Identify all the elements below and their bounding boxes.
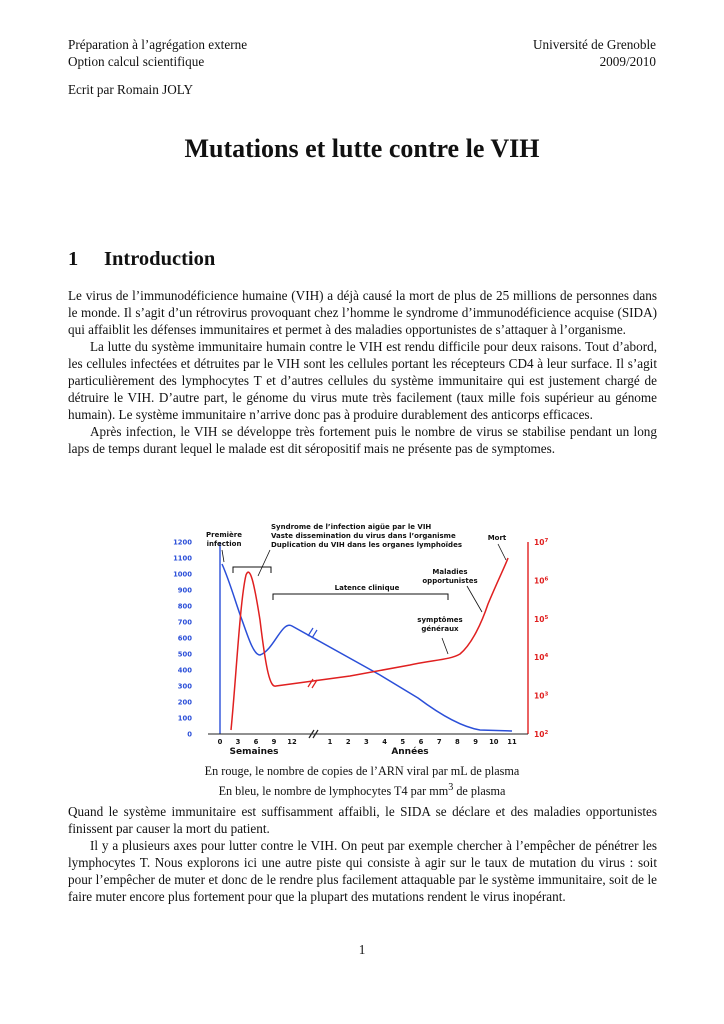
left-axis-tick-label: 800: [177, 602, 192, 611]
intro-text: [68, 287, 657, 457]
figure-caption: [0, 763, 724, 799]
right-axis-tick-label: $10^4$: [534, 653, 549, 663]
caption-exponent: 3: [448, 781, 454, 793]
annotation-primo-line1: Première: [206, 531, 242, 539]
section-heading: [68, 248, 215, 271]
x-weeks-tick-label: 12: [287, 738, 297, 746]
x-weeks-tick-label: 6: [253, 738, 259, 746]
left-axis-ticks: [173, 539, 192, 739]
x-years-tick-label: 10: [489, 738, 499, 746]
header-course: Préparation à l’agrégation externe: [68, 37, 248, 52]
annotation-syndrome-line2: Vaste dissemination du virus dans l’organisme: [271, 532, 456, 540]
annotation-symptoms-line1: symptômes: [417, 616, 463, 624]
caption-text-end: de plasma: [453, 783, 506, 798]
left-axis-tick-label: 300: [177, 682, 192, 691]
left-axis-tick-label: 500: [177, 650, 192, 659]
left-axis-tick-label: 100: [177, 714, 192, 723]
caption-line-blue: [0, 780, 724, 800]
annotation-diseases-line2: opportunistes: [422, 577, 478, 585]
section-number: 1: [68, 248, 79, 270]
paragraph: Après infection, le VIH se développe très fortement puis le nombre de virus se stabilise pendant un long laps de temps durant lequel le malade est dit séropositif mais ne présente pas de symptomes.: [68, 424, 657, 456]
right-axis-ticks: [534, 538, 548, 739]
paragraph: Quand le système immunitaire est suffisamment affaibli, le SIDA se déclare et des maladies opportunistes finissent par causer la mort du patient.: [68, 804, 657, 836]
x-axis-label-weeks: Semaines: [229, 747, 279, 757]
annotation-diseases-line1: Maladies: [432, 568, 468, 576]
x-weeks-tick-label: 3: [235, 738, 241, 746]
header-university: Université de Grenoble: [532, 37, 656, 52]
x-years-tick-label: 6: [418, 738, 424, 746]
paragraph: Il y a plusieurs axes pour lutter contre le VIH. On peut par exemple chercher à l’empêcher de pénétrer les lymphocytes T. Nous explorons ici une autre piste qui consiste à agir sur le taux de mutation du virus : soit pour l’empêcher de muter et donc de le rendre plus facilement attaquable par le système immunitaire, soit de le faire muter encore plus fortement pour que la plupart des mutations rendent le virus inopérant.: [68, 838, 657, 904]
x-axis-ticks: [218, 738, 517, 746]
caption-text: En bleu, le nombre de lymphocytes T4 par mm: [218, 783, 449, 798]
left-axis-tick-label: 1200: [173, 538, 192, 547]
annotation-latency: Latence clinique: [334, 584, 400, 592]
annotation-syndrome-line3: Duplication du VIH dans les organes lymphoïdes: [271, 541, 462, 549]
author-line: Ecrit par Romain JOLY: [68, 82, 194, 97]
bracket-primo-infection: [233, 567, 271, 573]
left-axis-tick-label: 900: [177, 586, 192, 595]
x-years-tick-label: 11: [507, 738, 517, 746]
x-years-tick-label: 7: [436, 738, 442, 746]
hiv-progression-chart: [170, 520, 554, 760]
x-years-tick-label: 9: [473, 738, 478, 746]
section-title: Introduction: [104, 248, 216, 270]
x-years-tick-label: 1: [327, 738, 333, 746]
right-axis-tick-label: $10^3$: [534, 691, 549, 701]
bracket-clinical-latency: [273, 594, 448, 600]
leader-primo: [222, 550, 224, 562]
right-axis-tick-label: $10^2$: [534, 730, 549, 739]
x-weeks-tick-label: 0: [217, 738, 223, 746]
running-header-left: [68, 37, 247, 70]
right-axis-tick-label: $10^7$: [534, 538, 549, 547]
x-years-tick-label: 2: [345, 738, 351, 746]
annotation-death: Mort: [487, 534, 507, 542]
leader-diseases: [467, 586, 482, 612]
header-year: 2009/2010: [599, 53, 656, 69]
annotation-symptoms-line2: généraux: [421, 625, 459, 633]
x-weeks-tick-label: 9: [271, 738, 277, 746]
left-axis-tick-label: 1000: [173, 570, 192, 579]
left-axis-tick-label: 600: [177, 634, 192, 643]
document-title: Mutations et lutte contre le VIH: [184, 134, 540, 163]
caption-line-red: En rouge, le nombre de copies de l’ARN viral par mL de plasma: [204, 764, 520, 778]
conclusion-text: [68, 803, 657, 905]
x-years-tick-label: 5: [400, 738, 406, 746]
paragraph: La lutte du système immunitaire humain contre le VIH est rendu difficile pour deux raisons. Tout d’abord, les cellules infectées et détruites par le VIH sont les cellules portant les récepteurs CD4 à leur surface. Il s’agit particulièrement des lymphocytes T et d’autres cellules du système immunitaire qui est justement chargé de détruire le VIH. D’autre part, le génome du virus mute très facilement (taux mille fois supérieur au génome humain). Le système immunitaire n’arrive donc pas à produire durablement des anticorps efficaces.: [68, 339, 657, 422]
x-years-tick-label: 3: [364, 738, 369, 746]
header-option: Option calcul scientifique: [68, 53, 205, 69]
left-axis-tick-label: 700: [177, 618, 192, 627]
left-axis-tick-label: 1100: [173, 554, 192, 563]
left-axis-tick-label: 0: [187, 730, 192, 739]
x-axis-label-years: Années: [391, 747, 429, 757]
left-axis-tick-label: 400: [177, 666, 192, 675]
leader-symptoms: [442, 638, 448, 654]
x-years-tick-label: 8: [455, 738, 460, 746]
leader-death: [498, 544, 506, 560]
right-axis-tick-label: $10^6$: [534, 576, 549, 586]
annotation-primo-line2: infection: [206, 540, 242, 548]
paragraph: Le virus de l’immunodéficience humaine (VIH) a déjà causé la mort de plus de 25 millions de personnes dans le monde. Il s’agit d’un rétrovirus provoquant chez l’homme le syndrome d’immunodéficience acquise (SIDA) qui affaiblit les défenses immunitaires et permet à des maladies opportunistes de s’attaquer à l’organisme.: [68, 288, 657, 337]
x-years-tick-label: 4: [382, 738, 387, 746]
running-header-right: [533, 37, 656, 70]
annotation-syndrome-line1: Syndrome de l’infection aigüe par le VIH: [271, 523, 432, 531]
leader-syndrome: [258, 550, 270, 576]
page-number: 1: [358, 942, 366, 957]
left-axis-tick-label: 200: [177, 698, 192, 707]
right-axis-tick-label: $10^5$: [534, 614, 549, 624]
